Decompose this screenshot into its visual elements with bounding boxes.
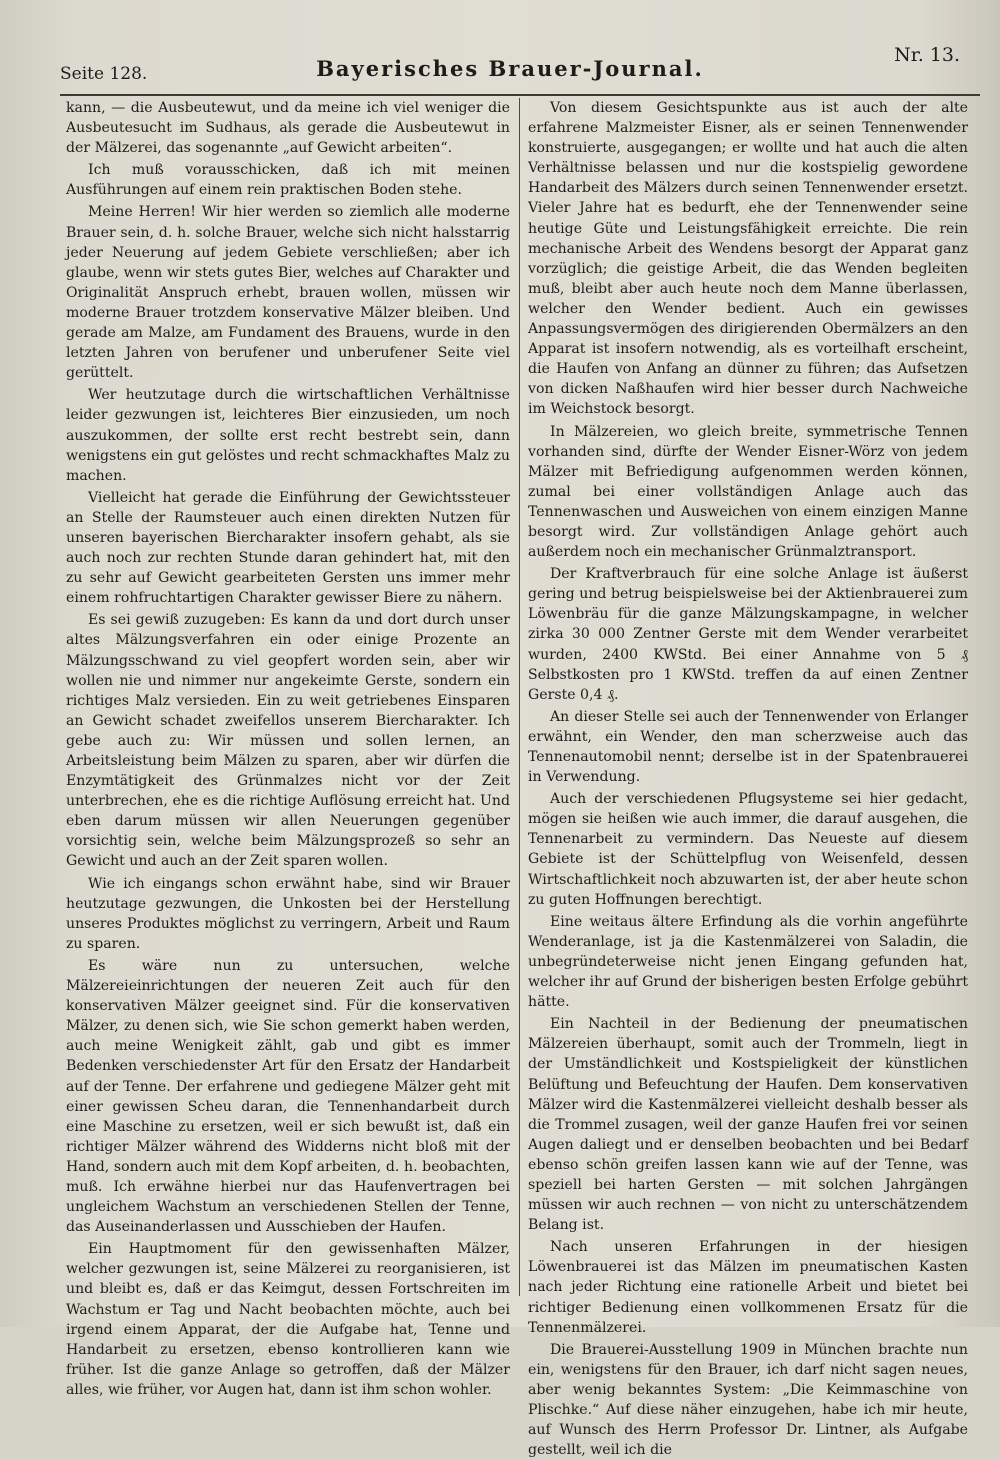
paragraph: Von diesem Gesichtspunkte aus ist auch der alte erfahrene Malzmeister Eisner, als er seinen Tennenwender konstruierte, ausgegangen; er wollte und hat auch die alten Verhältnisse belassen und nur die kostspielig gewordene Handarbeit des Mälzers durch seinen Tennenwender ersetzt. Vieler Jahre hat es bedurft, ehe der Tennenwender seine heutige Güte und Leistungsfähigkeit erreichte. Die rein mechanische Arbeit des Wendens besorgt der Apparat ganz vorzüglich; die geistige Arbeit, die das Wenden begleiten muß, bleibt aber auch heute noch dem Manne überlassen, welcher den Wender bedient. Auch ein gewisses Anpassungsvermögen des dirigierenden Obermälzers an den Apparat ist insofern notwendig, als es vorteilhaft erscheint, die Haufen von Anfang an dünner zu führen; das Aufsetzen von dicken Naßhaufen wird hier besser durch Nachweiche im Weichstock besorgt. [528,100,968,418]
paragraph: Wie ich eingangs schon erwähnt habe, sind wir Brauer heutzutage gezwungen, die Unkosten bei der Herstellung unseres Produktes möglichst zu verringern, Arbeit und Raum zu sparen. [66,875,510,952]
paragraph: Es wäre nun zu untersuchen, welche Mälzereieinrichtungen der neueren Zeit auch für den konservativen Mälzer geeignet sind. Für die konservativen Mälzer, zu denen sich, wie Sie schon gemerkt haben werden, auch meine Wenigkeit zählt, gab und gibt es immer Bedenken verschiedenster Art für den Ersatz der Handarbeit auf der Tenne. Der erfahrene und gediegene Mälzer geht mit einer gewissen Scheu daran, die Tennenhandarbeit durch eine Maschine zu ersetzen, weil er sich bewußt ist, daß ein richtiger Mälzer während des Widderns nicht bloß mit der Hand, sondern auch mit dem Kopf arbeiten, d. h. beobachten, muß. Ich erwähne hierbei nur das Haufenvertragen bei ungleichem Wachstum an verschiedenen Stellen der Tenne, das Auseinanderlassen und Ausschieben der Haufen. [66,957,510,1236]
right-column [528,98,968,1459]
paragraph: Meine Herren! Wir hier werden so ziemlich alle moderne Brauer sein, d. h. solche Brauer, welche sich nicht halsstarrig jeder Neuerung auf jedem Gebiete verschließen; aber ich glaube, wenn wir stets gutes Bier, welches auf Charakter und Originalität Anspruch erhebt, brauen wollen, müssen wir moderne Brauer trotzdem konservative Mälzer bleiben. Und gerade am Malze, am Fundament des Brauens, wurde in den letzten Jahren von berufener und unberufener Seite viel gerüttelt. [66,204,510,382]
issue-number: Nr. 13. [894,44,960,66]
page-header [60,44,960,94]
column-divider [519,98,520,1296]
paragraph: Vielleicht hat gerade die Einführung der Gewichtssteuer an Stelle der Raumsteuer auch einen direkten Nutzen für unseren bayerischen Biercharakter insofern gehabt, als sie auch noch zur rechten Stunde daran gehindert hat, mit den zu sehr auf Gewicht gearbeiteten Gersten uns immer mehr einem rohfruchtartigen Charakter gewisser Biere zu nähern. [66,489,510,607]
paragraph: Ein Hauptmoment für den gewissenhaften Mälzer, welcher gezwungen ist, seine Mälzerei zu reorganisieren, ist und bleibt es, daß er das Keimgut, dessen Fortschreiten im Wachstum er Tag und Nacht beobachten möchte, auch bei irgend einem Apparat, der die Aufgabe hat, Tenne und Handarbeit zu ersetzen, ebenso kontrollieren kann wie früher. Ist die ganze Anlage so getroffen, daß der Mälzer alles, wie früher, vor Augen hat, dann ist ihm schon wohler. [66,1241,510,1398]
header-rule [60,94,980,96]
paragraph: Ich muß vorausschicken, daß ich mit meinen Ausführungen auf einem rein praktischen Boden stehe. [66,162,510,199]
paragraph: In Mälzereien, wo gleich breite, symmetrische Tennen vorhanden sind, dürfte der Wender Eisner-Wörz von jedem Mälzer mit Befriedigung aufgenommen werden können, zumal bei einer vollständigen Anlage auch das Tennenwaschen und Ausweichen von einem einzigen Manne besorgt wird. Zur vollständigen Anlage gehört auch außerdem noch ein mechanischer Grünmalztransport. [528,423,968,561]
paragraph: Auch der verschiedenen Pflugsysteme sei hier gedacht, mögen sie heißen wie auch immer, die darauf ausgehen, die Tennenarbeit zu vermindern. Das Neueste auf diesem Gebiete ist der Schüttelpflug von Weisenfeld, dessen Wirtschaftlichkeit noch abzuwarten ist, der aber heute schon zu guten Hoffnungen berechtigt. [528,791,968,908]
paragraph: Der Kraftverbrauch für eine solche Anlage ist äußerst gering und betrug beispielsweise bei der Aktienbrauerei zum Löwenbräu für die ganze Mälzungskampagne, in welcher zirka 30 000 Zentner Gerste mit dem Wender verarbeitet wurden, 2400 KWStd. Bei einer Annahme von 5 ₰ Selbstkosten pro 1 KWStd. treffen da auf einen Zentner Gerste 0,4 ₰. [528,566,968,703]
left-column [66,98,510,1398]
paragraph: Nach unseren Erfahrungen in der hiesigen Löwenbrauerei ist das Mälzen im pneumatischen Kasten nach jeder Richtung eine rationelle Arbeit und bietet bei richtiger Bedienung einen vollkommenen Ersatz für die Tennenmälzerei. [528,1239,968,1336]
paragraph: Die Brauerei-Ausstellung 1909 in München brachte nun ein, wenigstens für den Brauer, ich darf nicht sagen neues, aber wenig bekanntes System: „Die Keimmaschine von Plischke.“ Auf diese näher einzugehen, habe ich mir heute, auf Wunsch des Herrn Professor Dr. Lintner, als Aufgabe gestellt, weil ich die [528,1341,968,1459]
paragraph: Wer heutzutage durch die wirtschaftlichen Verhältnisse leider gezwungen ist, leichteres Bier einzusieden, um noch auszukommen, der sollte erst recht bestrebt sein, dann wenigstens ein gut gelöstes und recht schmackhaftes Malz zu machen. [66,387,510,484]
page-number: Seite 128. [60,64,148,84]
journal-title: Bayerisches Brauer-Journal. [316,56,704,81]
paragraph: Es sei gewiß zuzugeben: Es kann da und dort durch unser altes Mälzungsverfahren ein oder einige Prozente an Mälzungsschwand zu viel geopfert worden sein, aber wir wollen nie und nimmer nur angekeimte Gerste, sondern ein richtiges Malz versieden. Ein zu weit getriebenes Einsparen an Gewicht schadet zweifellos unserem Biercharakter. Ich gebe auch zu: Wir müssen und sollen lernen, an Arbeitsleistung beim Mälzen zu sparen, aber wir dürfen die Enzymtätigkeit des Grünmalzes nicht vor der Zeit unterbrechen, ehe es die richtige Auflösung erreicht hat. Und eben darum müssen wir allen Neuerungen gegenüber vorsichtig sein, welche beim Mälzungsprozeß so sehr an Gewicht und auch an der Zeit sparen wollen. [66,612,510,870]
paragraph: Ein Nachteil in der Bedienung der pneumatischen Mälzereien überhaupt, somit auch der Trommeln, liegt in der Umständlichkeit und Kostspieligkeit der künstlichen Belüftung und Befeuchtung der Haufen. Dem konservativen Mälzer wird die Kastenmälzerei vielleicht deshalb besser als die Trommel zusagen, weil der ganze Haufen frei vor seinen Augen daliegt und er denselben beobachten und bei Bedarf ebenso schön greifen lassen kann wie auf der Tenne, was speziell bei harten Gersten — mit solchen Jahrgängen müssen wir auch rechnen — von nicht zu unterschätzendem Belang ist. [528,1016,968,1234]
paragraph: An dieser Stelle sei auch der Tennenwender von Erlanger erwähnt, ein Wender, den man scherzweise auch das Tennenautomobil nennt; derselbe ist in der Spatenbrauerei in Verwendung. [528,708,968,786]
paragraph: kann, — die Ausbeutewut, und da meine ich viel weniger die Ausbeutesucht im Sudhaus, als gerade die Ausbeutewut in der Mälzerei, das sogenannte „auf Gewicht arbeiten“. [66,100,510,157]
paragraph: Eine weitaus ältere Erfindung als die vorhin angeführte Wenderanlage, ist ja die Kastenmälzerei von Saladin, die unbegründeterweise nicht jenen Eingang gefunden hat, welcher ihr auf Grund der bisherigen besten Erfolge gebührt hätte. [528,913,968,1011]
